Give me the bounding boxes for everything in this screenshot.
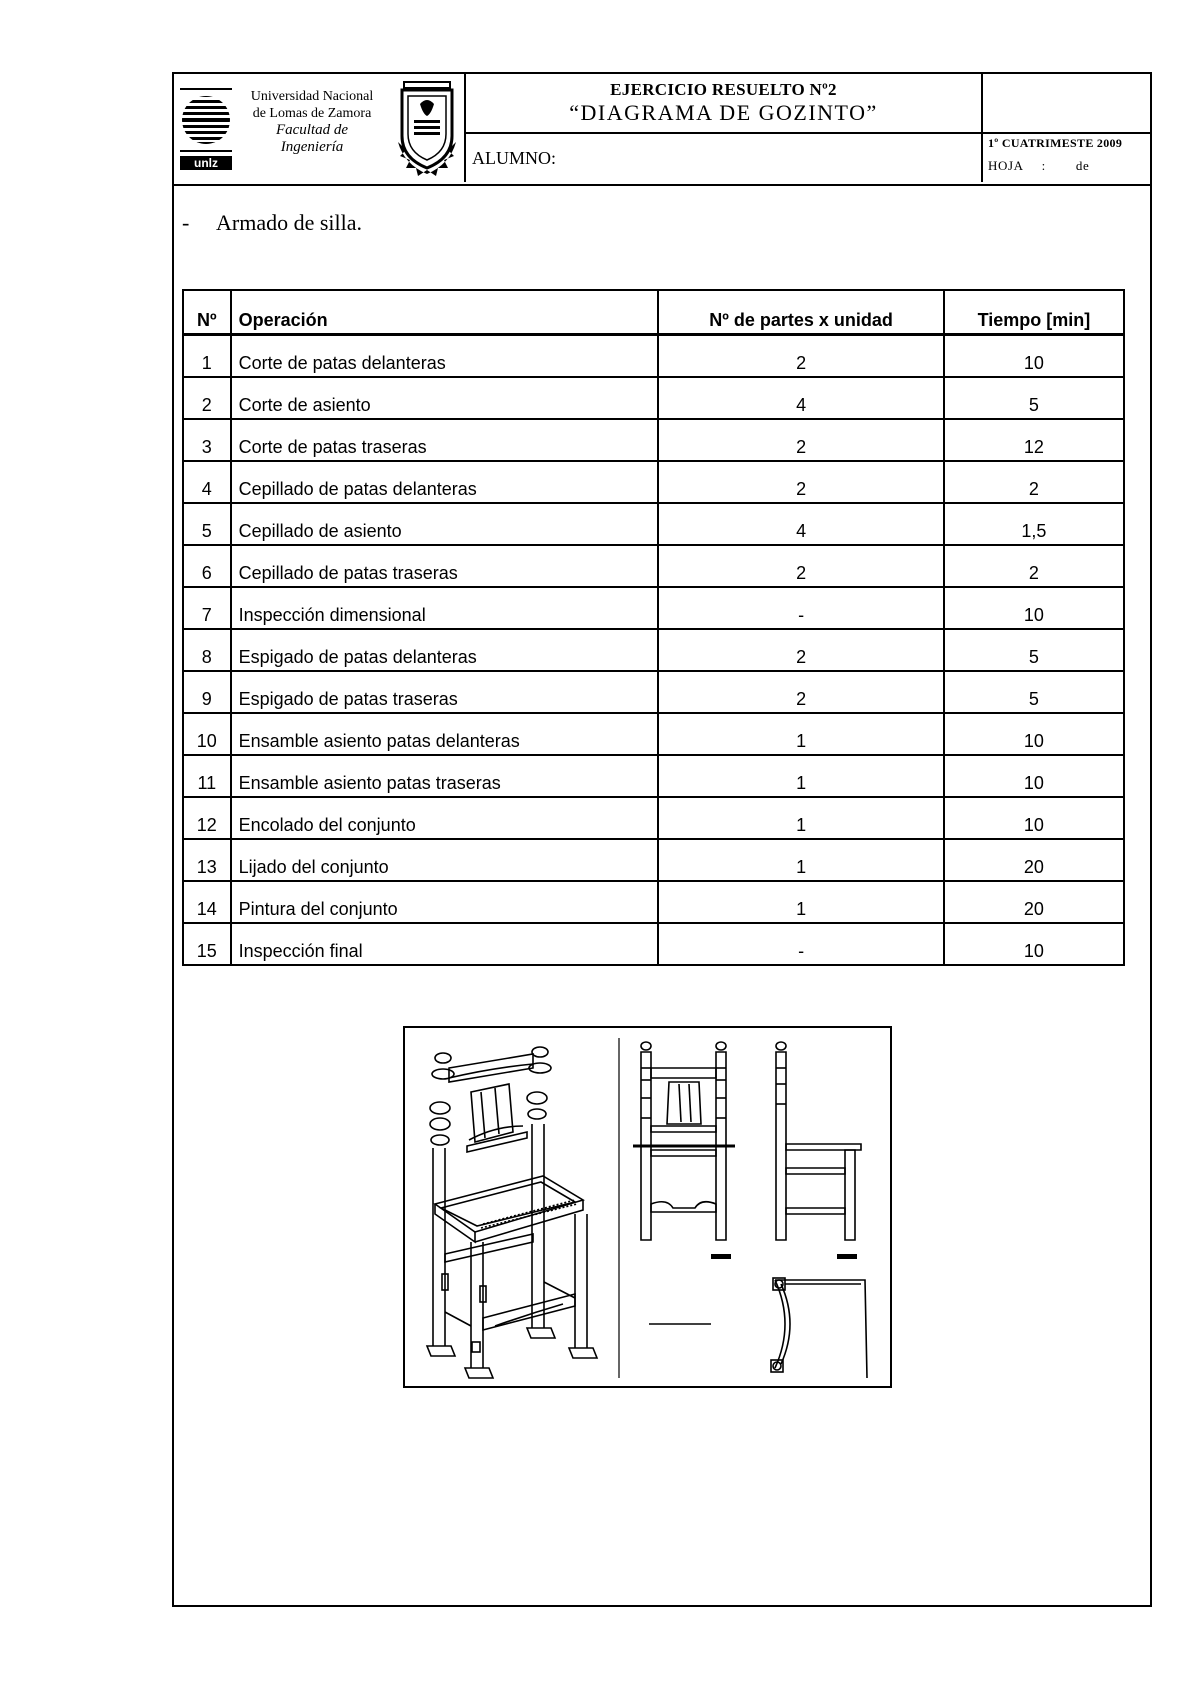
row-num: 7: [183, 587, 231, 629]
table-row: [183, 335, 1124, 378]
table-row: [183, 545, 1124, 587]
blank-cell: [983, 74, 1150, 134]
row-operation: Espigado de patas traseras: [231, 671, 659, 713]
header-operation: Operación: [231, 290, 659, 335]
row-parts: 2: [658, 545, 943, 587]
table-row: [183, 797, 1124, 839]
row-num: 14: [183, 881, 231, 923]
row-num: 1: [183, 335, 231, 378]
subtitle-text: Armado de silla.: [216, 210, 363, 235]
row-num: 15: [183, 923, 231, 965]
row-time: 10: [944, 923, 1124, 965]
row-operation: Corte de patas delanteras: [231, 335, 659, 378]
university-logo-icon: [180, 86, 232, 172]
row-time: 10: [944, 755, 1124, 797]
row-operation: Ensamble asiento patas delanteras: [231, 713, 659, 755]
row-operation: Corte de asiento: [231, 377, 659, 419]
table-row: [183, 629, 1124, 671]
document-header: [174, 74, 1150, 186]
row-time: 2: [944, 545, 1124, 587]
table-row: [183, 377, 1124, 419]
row-num: 5: [183, 503, 231, 545]
term-cell: [983, 134, 1150, 182]
table-row: [183, 503, 1124, 545]
chair-side-view: [776, 1042, 861, 1240]
dimension-mark: [837, 1254, 857, 1259]
header-time: Tiempo [min]: [944, 290, 1124, 335]
row-operation: Ensamble asiento patas traseras: [231, 755, 659, 797]
row-operation: Cepillado de asiento: [231, 503, 659, 545]
table-row: [183, 755, 1124, 797]
row-num: 4: [183, 461, 231, 503]
exercise-title: EJERCICIO RESUELTO Nº2: [610, 80, 837, 99]
table-row: [183, 713, 1124, 755]
chair-drawing-svg: [405, 1028, 890, 1386]
row-operation: Inspección dimensional: [231, 587, 659, 629]
logo-text: unlz: [194, 156, 218, 170]
row-num: 2: [183, 377, 231, 419]
row-operation: Inspección final: [231, 923, 659, 965]
faculty-line-2: Ingeniería: [280, 139, 344, 155]
row-num: 6: [183, 545, 231, 587]
table-row: [183, 587, 1124, 629]
row-operation: Encolado del conjunto: [231, 797, 659, 839]
row-parts: 2: [658, 629, 943, 671]
row-time: 20: [944, 839, 1124, 881]
table-header-row: [183, 290, 1124, 335]
row-num: 9: [183, 671, 231, 713]
row-time: 10: [944, 587, 1124, 629]
subtitle-dash: -: [182, 210, 190, 235]
row-operation: Corte de patas traseras: [231, 419, 659, 461]
chair-drawing: [403, 1026, 892, 1388]
row-time: 12: [944, 419, 1124, 461]
row-time: 1,5: [944, 503, 1124, 545]
row-operation: Cepillado de patas traseras: [231, 545, 659, 587]
row-parts: 2: [658, 671, 943, 713]
table-row: [183, 923, 1124, 965]
row-parts: -: [658, 923, 943, 965]
row-time: 5: [944, 629, 1124, 671]
row-parts: 1: [658, 839, 943, 881]
sheet-separator: :: [1041, 158, 1046, 173]
chair-exploded-view: [427, 1047, 597, 1378]
row-operation: Pintura del conjunto: [231, 881, 659, 923]
institution-name: [232, 88, 392, 156]
row-parts: 2: [658, 419, 943, 461]
table-row: [183, 671, 1124, 713]
row-parts: 1: [658, 881, 943, 923]
chair-top-view: [771, 1278, 867, 1378]
page-frame: [172, 72, 1152, 1607]
row-operation: Cepillado de patas delanteras: [231, 461, 659, 503]
row-operation: Lijado del conjunto: [231, 839, 659, 881]
row-time: 5: [944, 377, 1124, 419]
row-num: 3: [183, 419, 231, 461]
sheet-of-label: de: [1075, 158, 1090, 173]
institution-cell: [174, 74, 466, 182]
row-parts: 1: [658, 797, 943, 839]
table-row: [183, 839, 1124, 881]
row-time: 20: [944, 881, 1124, 923]
section-subtitle: [182, 210, 362, 236]
row-time: 5: [944, 671, 1124, 713]
chair-front-view: [633, 1042, 735, 1240]
header-num: Nº: [183, 290, 231, 335]
row-parts: 2: [658, 461, 943, 503]
row-parts: 4: [658, 503, 943, 545]
table-row: [183, 419, 1124, 461]
table-row: [183, 881, 1124, 923]
row-parts: 2: [658, 335, 943, 378]
header-parts: Nº de partes x unidad: [658, 290, 943, 335]
row-time: 10: [944, 335, 1124, 378]
row-parts: 4: [658, 377, 943, 419]
student-label: ALUMNO:: [472, 148, 556, 168]
term-label: 1º CUATRIMESTE 2009: [988, 136, 1123, 150]
university-line-1: Universidad Nacional: [250, 89, 374, 104]
row-parts: 1: [658, 755, 943, 797]
faculty-crest-icon: [394, 80, 460, 180]
row-num: 11: [183, 755, 231, 797]
faculty-line-1: Facultad de: [275, 122, 349, 138]
row-num: 10: [183, 713, 231, 755]
row-time: 2: [944, 461, 1124, 503]
row-num: 13: [183, 839, 231, 881]
row-operation: Espigado de patas delanteras: [231, 629, 659, 671]
university-line-2: de Lomas de Zamora: [252, 106, 372, 121]
row-parts: 1: [658, 713, 943, 755]
row-time: 10: [944, 713, 1124, 755]
title-cell: [466, 74, 983, 134]
sheet-number: [988, 158, 1089, 174]
operations-table: [182, 289, 1125, 966]
student-cell: [466, 134, 983, 182]
sheet-label: HOJA: [988, 158, 1024, 173]
diagram-title: “DIAGRAMA DE GOZINTO”: [569, 100, 878, 125]
table-row: [183, 461, 1124, 503]
row-parts: -: [658, 587, 943, 629]
row-num: 12: [183, 797, 231, 839]
row-time: 10: [944, 797, 1124, 839]
row-num: 8: [183, 629, 231, 671]
dimension-mark: [711, 1254, 731, 1259]
